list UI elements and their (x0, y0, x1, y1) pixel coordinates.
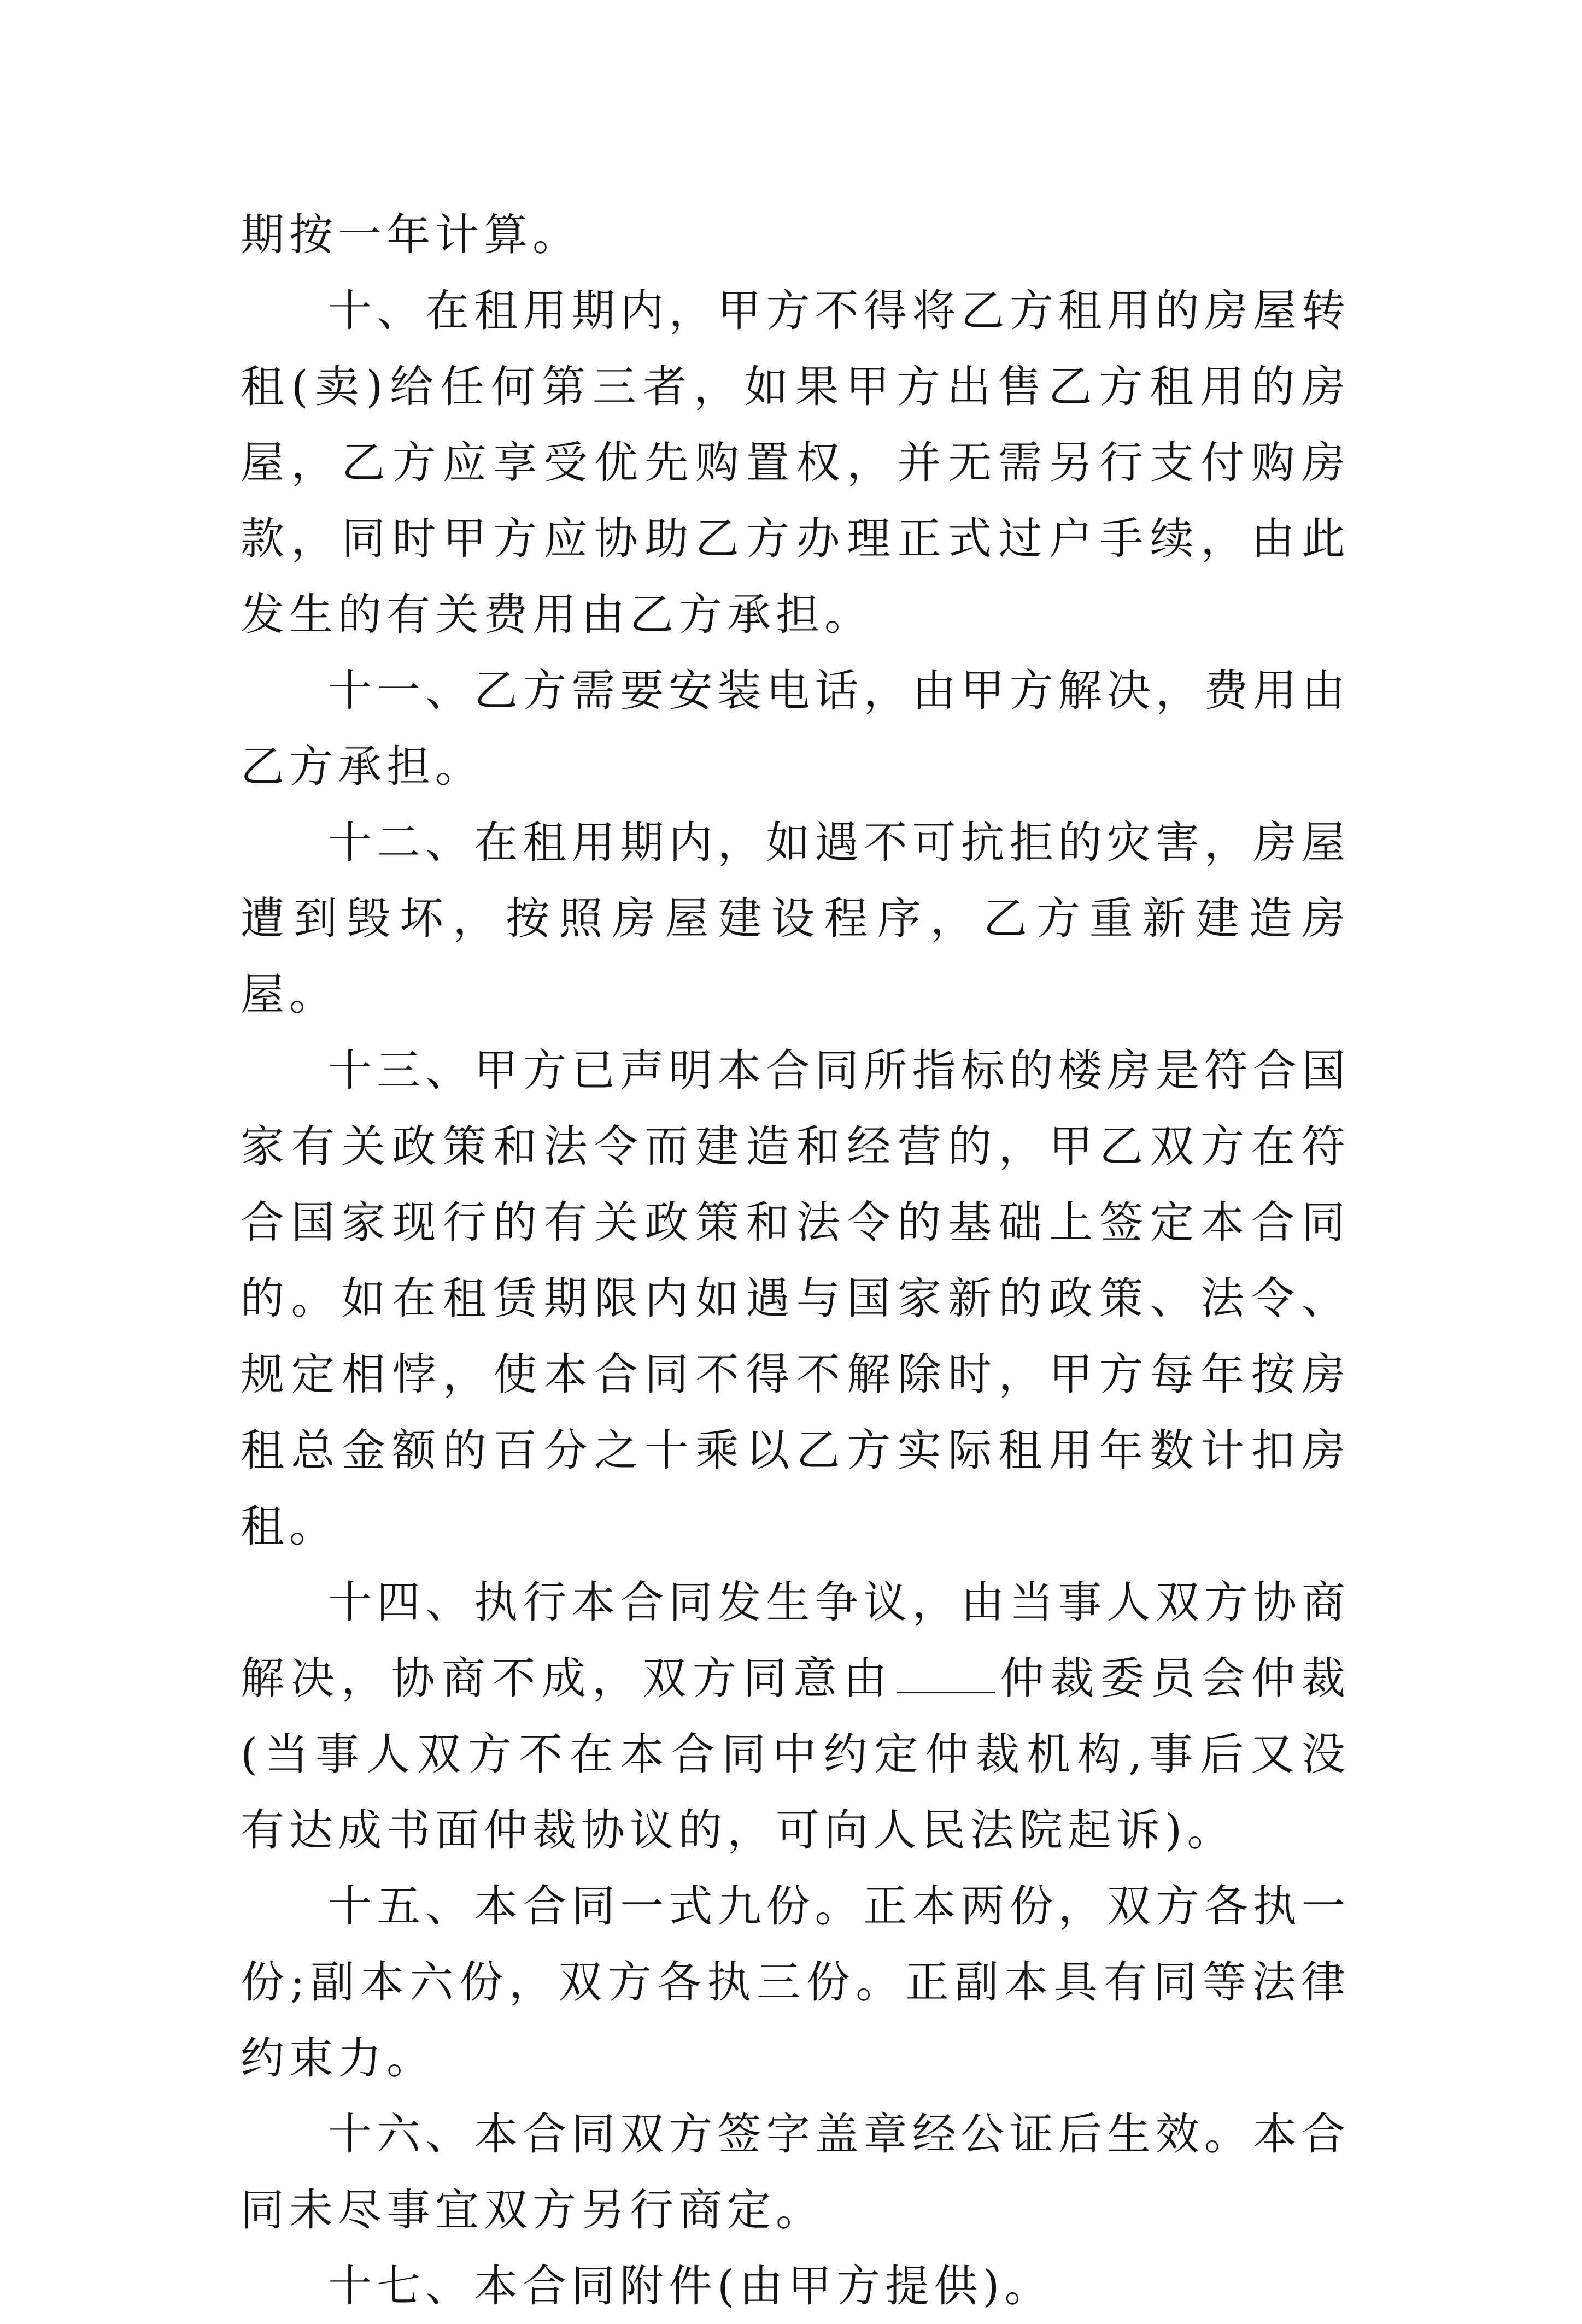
document-body (241, 197, 1350, 2324)
clause-11: 十一、乙方需要安装电话，由甲方解决，费用由乙方承担。 (241, 665, 1350, 792)
clause-14 (241, 1564, 1350, 1868)
clause-13: 十三、甲方已声明本合同所指标的楼房是符合国家有关政策和法令而建造和经营的，甲乙双方在符合国家现行的有关政策和法令的基础上签定本合同的。如在租赁期限内如遇与国家新的政策、法令、规定相悖，使本合同不得不解除时，甲方每年按房租总金额的百分之十乘以乙方实际租用年数计扣房租。 (241, 1045, 1350, 1552)
clause-10: 十、在租用期内，甲方不得将乙方租用的房屋转租(卖)给任何第三者，如果甲方出售乙方租用的房屋，乙方应享受优先购置权，并无需另行支付购房款，同时甲方应协助乙方办理正式过户手续，由此发生的有关费用由乙方承担。 (241, 285, 1350, 640)
clause-15: 十五、本合同一式九份。正本两份，双方各执一份;副本六份，双方各执三份。正副本具有同等法律约束力。 (241, 1881, 1350, 2084)
clause-12: 十二、在租用期内，如遇不可抗拒的灾害，房屋遭到毁坏，按照房屋建设程序，乙方重新建造房屋。 (241, 817, 1350, 1020)
arbitration-blank (897, 1653, 995, 1693)
clause-14-part2: 仲裁委员会仲裁(当事人双方不在本合同中约定仲裁机构,事后又没有达成书面仲裁协议的，可向人民法院起诉)。 (241, 1653, 1351, 1856)
clause-16: 十六、本合同双方签字盖章经公证后生效。本合同未尽事宜双方另行商定。 (241, 2109, 1350, 2235)
clause-14-part1: 十四、执行本合同发生争议，由当事人双方协商解决，协商不成，双方同意由 (241, 1577, 1350, 1704)
clause-17: 十七、本合同附件(由甲方提供)。 (328, 2261, 1053, 2311)
paragraph-continuation: 期按一年计算。 (241, 209, 581, 260)
